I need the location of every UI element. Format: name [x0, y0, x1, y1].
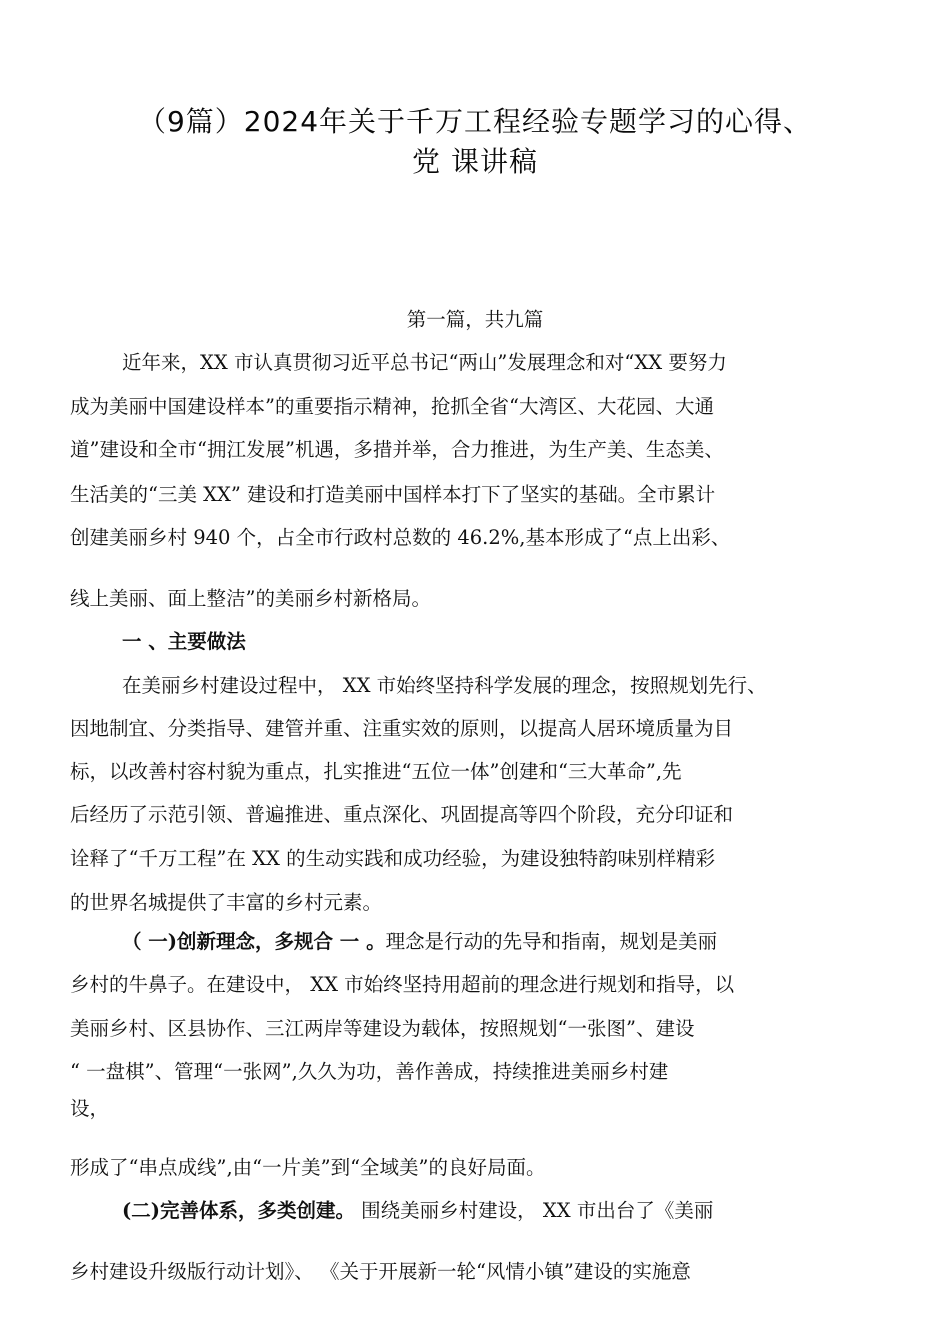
subsection1-line: 美丽乡村、区县协作、三江两岸等建设为载体，按照规划“一张图”、建设	[70, 1017, 695, 1040]
part-label: 第一篇，共九篇	[406, 308, 544, 331]
subsection-heading: （ 一)创新理念，多规合 一 。	[122, 930, 386, 953]
section1-line: 诠释了“千万工程”在 XX 的生动实践和成功经验，为建设独特韵味别样精彩	[70, 847, 716, 870]
document-title-line-1: （9篇）2024年关于千万工程经验专题学习的心得、	[137, 105, 813, 138]
intro-line: 成为美丽中国建设样本”的重要指示精神，抢抓全省“大湾区、大花园、大通	[70, 395, 714, 418]
subsection-text: 理念是行动的先导和指南，规划是美丽	[385, 930, 718, 953]
subsection1-line: 设，	[70, 1097, 110, 1120]
section1-line: 在美丽乡村建设过程中， XX 市始终坚持科学发展的理念，按照规划先行、	[122, 674, 767, 697]
intro-line: 线上美丽、面上整洁”的美丽乡村新格局。	[70, 587, 431, 610]
section1-line: 的世界名城提供了丰富的乡村元素。	[70, 891, 383, 914]
intro-line: 创建美丽乡村 940 个，占全市行政村总数的 46.2%,基本形成了“点上出彩、	[70, 526, 731, 549]
intro-line: 道”建设和全市“拥江发展”机遇，多措并举，合力推进，为生产美、生态美、	[70, 438, 724, 461]
intro-line: 生活美的“三美 XX” 建设和打造美丽中国样本打下了坚实的基础。全市累计	[70, 483, 716, 506]
section1-line: 因地制宜、分类指导、建管并重、注重实效的原则，以提高人居环境质量为目	[70, 717, 734, 740]
document-title-line-2: 党 课讲稿	[412, 145, 538, 178]
subsection1-line: 乡村的牛鼻子。在建设中， XX 市始终坚持用超前的理念进行规划和指导，以	[70, 973, 735, 996]
subsection1-line: “ 一盘棋”、管理“一张网”,久久为功，善作善成，持续推进美丽乡村建	[70, 1060, 669, 1083]
section1-line: 后经历了示范引领、普遍推进、重点深化、巩固提高等四个阶段，充分印证和	[70, 803, 734, 826]
section-heading: 一 、主要做法	[122, 630, 246, 653]
subsection-text: 围绕美丽乡村建设， XX 市出台了《美丽	[354, 1199, 714, 1222]
subsection2-line: 乡村建设升级版行动计划》、 《关于开展新一轮“风情小镇”建设的实施意	[70, 1260, 691, 1283]
subsection2-first-line	[122, 1197, 892, 1225]
subsection-heading: (二)完善体系，多类创建。	[122, 1199, 355, 1222]
intro-line: 近年来，XX 市认真贯彻习近平总书记“两山”发展理念和对“XX 要努力	[122, 351, 727, 374]
subsection1-first-line	[122, 928, 892, 956]
section1-line: 标，以改善村容村貌为重点，扎实推进“五位一体”创建和“三大革命”,先	[70, 760, 682, 783]
subsection1-line: 形成了“串点成线”,由“一片美”到“全域美”的良好局面。	[70, 1156, 546, 1179]
